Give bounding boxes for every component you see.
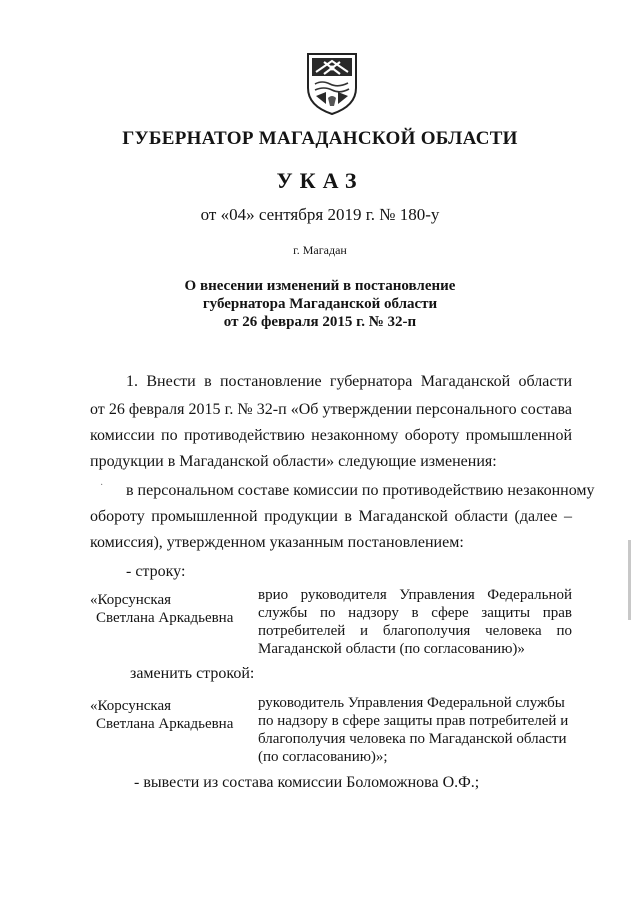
member-name — [90, 591, 233, 627]
member-name-line: Светлана Аркадьевна — [96, 610, 234, 626]
paragraph-line: обороту промышленной продукции в Магаданской области (далее – — [90, 508, 572, 525]
scan-dot: · — [100, 480, 104, 491]
decree-subject — [0, 277, 640, 331]
member-name-line: Светлана Аркадьевна — [96, 716, 234, 732]
decree-date-line: от «04» сентября 2019 г. № 180-у — [200, 205, 440, 224]
subject-line: О внесении изменений в постановление — [184, 278, 456, 294]
position-line: благополучия человека по Магаданской области — [258, 731, 567, 747]
position-line: по надзору в сфере защиты прав потребителей и — [258, 713, 569, 729]
item-label: - строку: — [126, 563, 186, 580]
paragraph-line: от 26 февраля 2015 г. № 32-п «Об утверждении персонального состава — [90, 401, 572, 418]
decree-title: УКАЗ — [276, 168, 364, 193]
position-line: службы по надзору в сфере защиты прав — [258, 605, 572, 621]
member-name — [90, 697, 233, 733]
paragraph-line: 1. Внести в постановление губернатора Магаданской области — [126, 373, 572, 390]
member-position — [258, 694, 572, 766]
paragraph-line: комиссии по противодействию незаконному обороту промышленной — [90, 427, 572, 444]
subject-line: от 26 февраля 2015 г. № 32-п — [223, 314, 417, 330]
paragraph-line: в персональном составе комиссии по противодействию незаконному — [126, 482, 595, 499]
position-line: потребителей и благополучия человека по — [258, 623, 572, 639]
governor-title: ГУБЕРНАТОР МАГАДАНСКОЙ ОБЛАСТИ — [122, 128, 518, 149]
scan-edge-mark — [628, 540, 631, 620]
subject-line: губернатора Магаданской области — [202, 296, 438, 312]
coat-of-arms-icon — [306, 52, 358, 116]
member-name-line: «Корсунская — [90, 698, 172, 714]
paragraph-line: продукции в Магаданской области» следующие изменения: — [90, 453, 497, 470]
replace-label: заменить строкой: — [130, 665, 255, 682]
remove-item: - вывести из состава комиссии Боломожнова О.Ф.; — [134, 774, 480, 791]
member-position — [258, 586, 572, 658]
position-line: врио руководителя Управления Федеральной — [258, 587, 572, 603]
position-line: руководитель Управления Федеральной службы — [258, 695, 565, 711]
city-label: г. Магадан — [293, 243, 347, 257]
member-name-line: «Корсунская — [90, 592, 172, 608]
position-line: Магаданской области (по согласованию)» — [258, 641, 525, 657]
paragraph-line: комиссия), утвержденном указанным постановлением: — [90, 534, 464, 551]
position-line: (по согласованию)»; — [258, 749, 388, 765]
